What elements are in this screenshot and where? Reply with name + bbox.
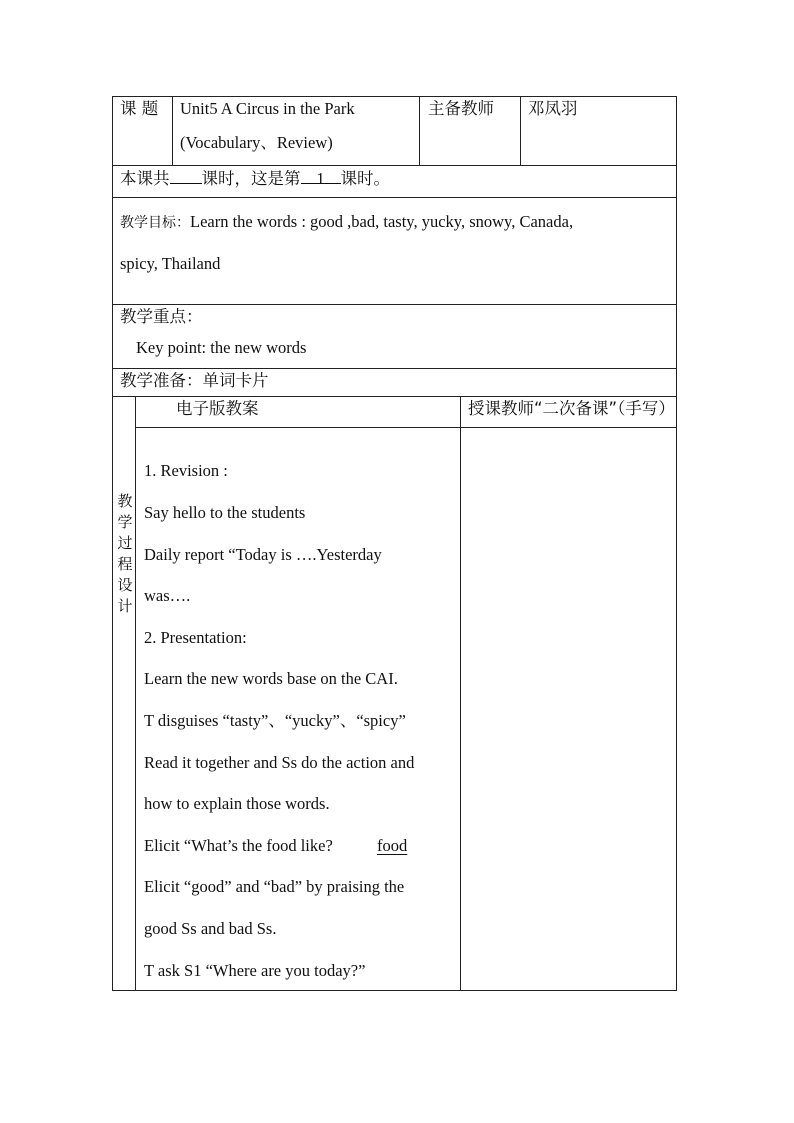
key-point-text: Key point: the new words xyxy=(136,338,307,357)
periods-prefix: 本课共 xyxy=(120,169,170,188)
header-col-divider-1 xyxy=(172,96,173,166)
periods-suffix: 课时。 xyxy=(340,169,390,188)
objectives-label: 教学目标： xyxy=(120,215,190,231)
process-col-divider xyxy=(460,396,461,991)
side-char-6: 计 xyxy=(117,597,133,615)
current-period-number: 1 xyxy=(316,169,325,188)
lesson-title-line2: (Vocabulary、Review) xyxy=(180,133,333,152)
process-line: Say hello to the students xyxy=(144,503,306,522)
topic-label: 课 题 xyxy=(120,99,159,118)
electronic-plan-header: 电子版教案 xyxy=(176,399,259,418)
process-line: T ask S1 “Where are you today?” xyxy=(144,961,366,980)
side-char-1: 教 xyxy=(117,492,133,510)
process-line: how to explain those words. xyxy=(144,794,330,813)
process-line: Daily report “Today is ….Yesterday xyxy=(144,545,382,564)
objectives-line1 xyxy=(120,212,573,233)
lesson-title-line1: Unit5 A Circus in the Park xyxy=(180,99,355,118)
process-line: 1. Revision : xyxy=(144,461,228,480)
periods-line xyxy=(120,169,390,189)
table-border-right xyxy=(676,96,677,991)
current-period-field xyxy=(301,169,341,188)
side-char-2: 学 xyxy=(117,513,133,531)
row-divider-4 xyxy=(112,368,677,369)
process-line: was…. xyxy=(144,586,191,605)
row-divider-2 xyxy=(112,197,677,198)
process-line: Learn the new words base on the CAI. xyxy=(144,669,398,688)
preparation-label: 教学准备：单词卡片 xyxy=(120,371,269,390)
row-divider-5 xyxy=(112,396,677,397)
periods-mid: 课时，这是第 xyxy=(201,169,301,188)
lead-teacher-label: 主备教师 xyxy=(428,99,494,118)
key-point-label: 教学重点： xyxy=(120,307,203,326)
process-line: Read it together and Ss do the action and xyxy=(144,753,415,772)
food-underlined-word: food xyxy=(377,836,408,855)
header-col-divider-2 xyxy=(419,96,420,166)
table-border-bottom xyxy=(112,990,677,991)
process-header-divider xyxy=(135,427,677,428)
objectives-text-line1: Learn the words : good ,bad, tasty, yucky, snowy, Canada, xyxy=(190,212,574,231)
total-periods-blank xyxy=(170,169,202,184)
table-border-top xyxy=(112,96,677,97)
process-line: Elicit “good” and “bad” by praising the xyxy=(144,877,405,896)
process-line: 2. Presentation: xyxy=(144,628,247,647)
process-line: T disguises “tasty”、“yucky”、“spicy” xyxy=(144,711,406,730)
process-line: Elicit “What’s the food like? xyxy=(144,836,333,855)
side-char-4: 程 xyxy=(117,555,133,573)
process-line: good Ss and bad Ss. xyxy=(144,919,277,938)
lead-teacher-name: 邓凤羽 xyxy=(528,99,578,118)
header-col-divider-3 xyxy=(520,96,521,166)
side-char-3: 过 xyxy=(117,534,133,552)
objectives-text-line2: spicy, Thailand xyxy=(120,254,221,273)
process-side-divider xyxy=(135,396,136,991)
table-border-left xyxy=(112,96,113,991)
row-divider-3 xyxy=(112,304,677,305)
second-prep-header: 授课教师“二次备课”（手写） xyxy=(468,399,675,418)
side-char-5: 设 xyxy=(117,576,133,594)
row-divider-1 xyxy=(112,165,677,166)
